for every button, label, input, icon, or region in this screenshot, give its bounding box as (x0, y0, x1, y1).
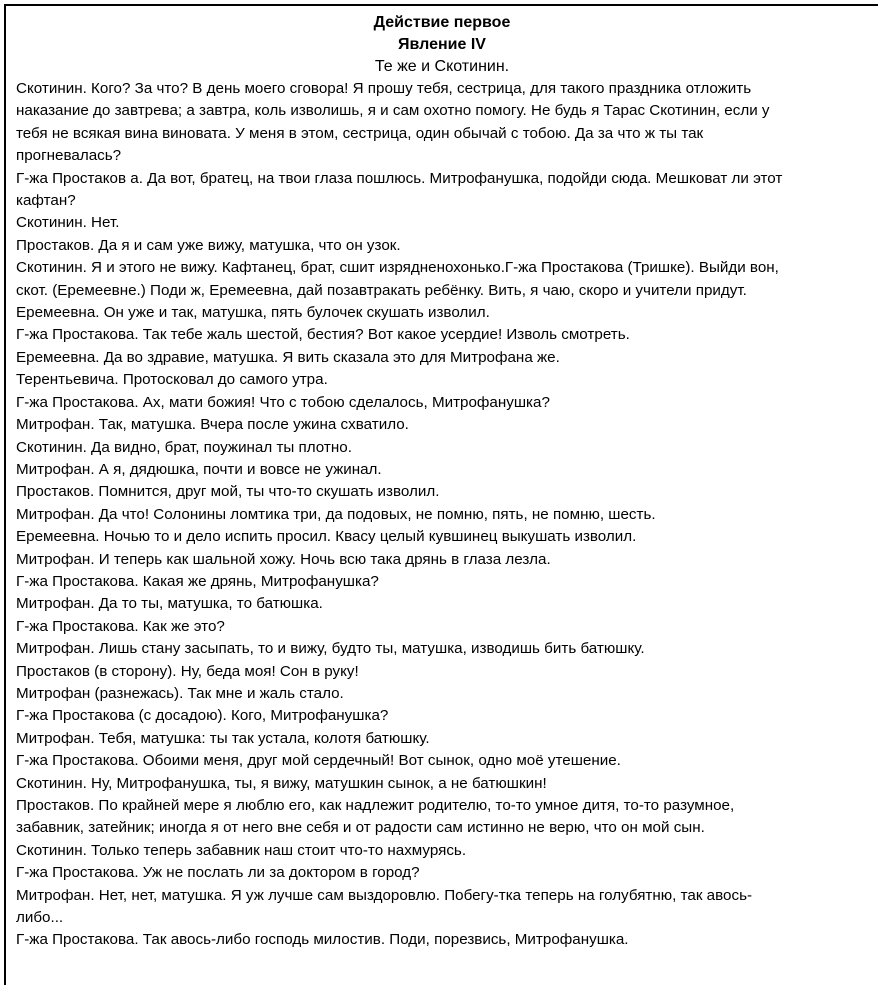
dialogue-line: прогневалась? (16, 147, 122, 165)
dialogue-line: Г-жа Простакова (с досадою). Кого, Митрофанушка? (16, 707, 389, 725)
dialogue-line: Г-жа Простакова. Какая же дрянь, Митрофанушка? (16, 572, 379, 590)
dialogue-line: либо... (16, 909, 64, 927)
dialogue-line: Скотинин. Да видно, брат, поужинал ты плотно. (16, 438, 352, 456)
dialogue-line: Митрофан. Да что! Солонины ломтика три, да подовых, не помню, пять, не помню, шесть. (16, 505, 656, 523)
dialogue-line: Простаков. Помнится, друг мой, ты что-то скушать изволил. (16, 483, 440, 501)
scene-title: Явление IV (398, 36, 486, 53)
dialogue-line: Митрофан. А я, дядюшка, почти и вовсе не ужинал. (16, 460, 382, 478)
dialogue-line: Г-жа Простакова. Так тебе жаль шестой, бестия? Вот какое усердие! Изволь смотреть. (16, 326, 630, 344)
dialogue-line: Простаков (в сторону). Ну, беда моя! Сон в руку! (16, 662, 359, 680)
dialogue-line: Митрофан. Так, матушка. Вчера после ужина схватило. (16, 416, 409, 434)
dialogue-line: Скотинин. Я и этого не вижу. Кафтанец, брат, сшит изрядненохонько.Г-жа Простакова (Тришке). Выйди вон, (16, 259, 779, 277)
dialogue-line: Простаков. Да я и сам уже вижу, матушка, что он узок. (16, 236, 401, 254)
dialogue-line: Еремеевна. Да во здравие, матушка. Я вить сказала это для Митрофана же. (16, 348, 560, 366)
dialogue-line: Митрофан. Нет, нет, матушка. Я уж лучше сам выздоровлю. Побегу-тка теперь на голубятню, так авось- (16, 886, 753, 904)
dialogue-line: Скотинин. Кого? За что? В день моего сговора! Я прошу тебя, сестрица, для такого праздника отложить (16, 80, 752, 97)
dialogue-line: тебя не всякая вина виновата. У меня в этом, сестрица, один обычай с тобою. Да за что ж ты так (16, 124, 704, 142)
document-page (4, 4, 878, 985)
dialogue-line: наказание до завтрева; а завтра, коль изволишь, я и сам охотно помогу. Не будь я Тарас Скотинин, если у (16, 102, 770, 120)
dialogue-line: Митрофан. Тебя, матушка: ты так устала, колотя батюшку. (16, 729, 430, 747)
dialogue-line: Терентьевича. Протосковал до самого утра. (16, 371, 328, 389)
act-title: Действие первое (373, 14, 511, 31)
dialogue-line: Митрофан. И теперь как шальной хожу. Ночь всю така дрянь в глаза лезла. (16, 550, 551, 568)
scene-persons: Те же и Скотинин. (374, 58, 510, 75)
dialogue-line: Г-жа Простакова. Уж не послать ли за доктором в город? (16, 864, 420, 882)
dialogue-line: Г-жа Простаков а. Да вот, братец, на твои глаза пошлюсь. Митрофанушка, подойди сюда. Мешковат ли этот (16, 169, 783, 187)
dialogue-line: Еремеевна. Ночью то и дело испить просил. Квасу целый кувшинец выкушать изволил. (16, 528, 637, 546)
dialogue-line: Скотинин. Только теперь забавник наш стоит что-то нахмурясь. (16, 841, 467, 859)
dialogue-line: Еремеевна. Он уже и так, матушка, пять булочек скушать изволил. (16, 304, 490, 322)
dialogue-line: Г-жа Простакова. Как же это? (16, 617, 225, 635)
dialogue-line: Простаков. По крайней мере я люблю его, как надлежит родителю, то-то умное дитя, то-то разумное, (16, 797, 735, 814)
dialogue-line: Г-жа Простакова. Ах, мати божия! Что с тобою сделалось, Митрофанушка? (16, 393, 550, 411)
dialogue-line: Скотинин. Нет. (16, 214, 120, 232)
dialogue-line: Г-жа Простакова. Обоими меня, друг мой сердечный! Вот сынок, одно моё утешение. (16, 752, 621, 770)
dialogue-line: забавник, затейник; иногда я от него вне себя и от радости сам истинно не верю, что он мой сын. (16, 819, 705, 837)
dialogue-line: Г-жа Простакова. Так авось-либо господь милостив. Поди, порезвись, Митрофанушка. (16, 931, 629, 949)
dialogue-line: Митрофан (разнежась). Так мне и жаль стало. (16, 684, 344, 702)
dialogue-line: кафтан? (16, 192, 76, 210)
dialogue-line: скот. (Еремеевне.) Поди ж, Еремеевна, дай позавтракать ребёнку. Вить, я чаю, скоро и учители придут. (16, 281, 747, 299)
dialogue-line: Митрофан. Да то ты, матушка, то батюшка. (16, 595, 323, 613)
dialogue-lines (6, 78, 878, 952)
dialogue-line: Митрофан. Лишь стану засыпать, то и вижу, будто ты, матушка, изводишь бить батюшку. (16, 640, 645, 658)
dialogue-line: Скотинин. Ну, Митрофанушка, ты, я вижу, матушкин сынок, а не батюшкин! (16, 774, 547, 792)
